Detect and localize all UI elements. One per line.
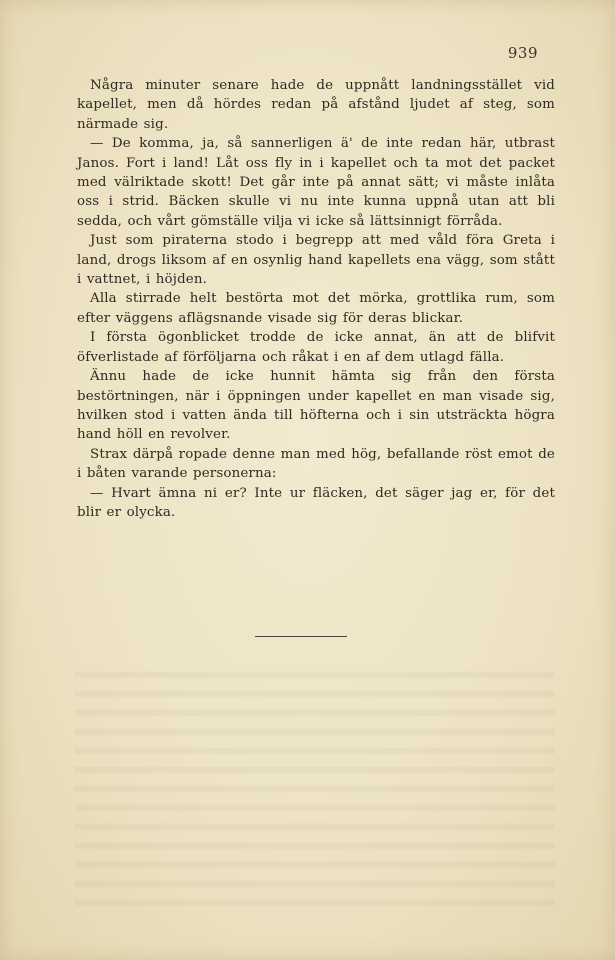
paragraph: Några minuter senare hade de uppnått landningsstället vid kapellet, men då hördes redan på afstånd ljudet af steg, som närmade sig. — [77, 78, 555, 132]
paragraph: — Hvart ämna ni er? Inte ur fläcken, det säger jag er, för det blir er olycka. — [77, 485, 555, 520]
section-divider — [255, 636, 347, 637]
paragraph: Just som piraterna stodo i begrepp att med våld föra Greta i land, drogs liksom af en osynlig hand kapellets ena vägg, som stått i vattnet, i höjden. — [77, 233, 555, 288]
paragraph: Alla stirrade helt bestörta mot det mörka, grottlika rum, som efter väggens aflägsnande visade sig för deras blickar. — [77, 291, 555, 326]
paragraph: I första ögonblicket trodde de icke annat, än att de blifvit öfverlistade af förföljarna och råkat i en af dem utlagd fälla. — [77, 330, 555, 365]
paragraph: Ännu hade de icke hunnit hämta sig från den första bestörtningen, när i öppningen under kapellet en man visade sig, hvilken stod i vatten ända till höfterna och i sin utsträckta högra hand höll en revolver. — [77, 369, 555, 443]
bleed-through-texture — [75, 660, 555, 910]
paragraph: — De komma, ja, så sannerligen ä' de inte redan här, utbrast Janos. Fort i land! Låt oss fly in i kapellet och ta mot det packet med välriktade skott! Det går inte på annat sätt; vi måste inlåta oss i strid. Bäcken skulle vi nu inte kunna uppnå utan att bli sedda, och vårt gömställe vilja vi icke så lättsinnigt förråda. — [77, 136, 555, 229]
page-number: 939 — [507, 44, 538, 62]
paragraph: Strax därpå ropade denne man med hög, befallande röst emot de i båten varande personerna: — [77, 446, 555, 482]
body-text — [77, 76, 555, 522]
